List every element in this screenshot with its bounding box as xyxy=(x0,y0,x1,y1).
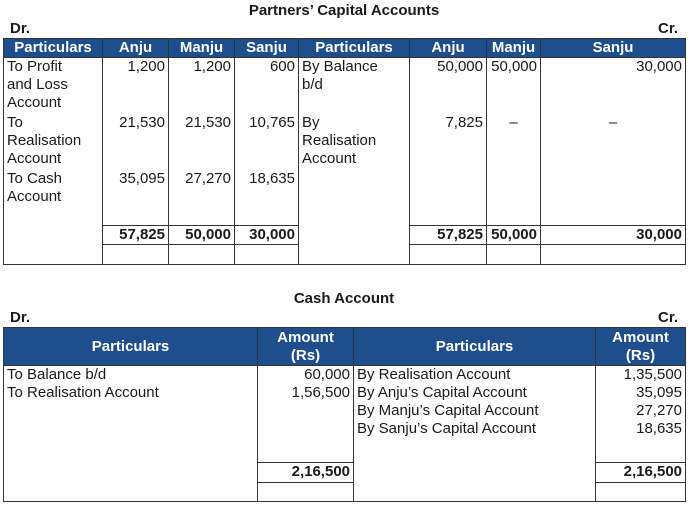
row-particulars-cr xyxy=(299,170,410,226)
header-amount-cr: Amount (Rs) xyxy=(596,328,686,366)
empty-cell xyxy=(4,402,258,420)
row-anju-dr: 21,530 xyxy=(103,114,169,170)
empty-cell xyxy=(487,245,541,265)
row-anju-cr: 7,825 xyxy=(410,114,487,170)
total-manju-dr: 50,000 xyxy=(169,226,235,245)
empty-cell xyxy=(258,438,354,462)
empty-cell xyxy=(4,245,103,265)
row-particulars-cr: By Realisation Account xyxy=(299,114,410,170)
debit-particulars: To Realisation Account xyxy=(4,384,258,402)
header-sanju-cr: Sanju xyxy=(541,39,686,58)
empty-cell xyxy=(235,245,299,265)
capital-blank-row xyxy=(4,245,686,265)
row-sanju-cr: 30,000 xyxy=(541,58,686,114)
row-manju-cr: – xyxy=(487,114,541,170)
row-particulars-dr: To Profit and Loss Account xyxy=(4,58,103,114)
empty-cell xyxy=(354,438,596,462)
table-row xyxy=(4,114,686,170)
row-manju-dr: 1,200 xyxy=(169,58,235,114)
row-manju-dr: 21,530 xyxy=(169,114,235,170)
header-particulars-cr: Particulars xyxy=(354,328,596,366)
empty-cell xyxy=(169,245,235,265)
cash-account-table xyxy=(3,327,686,502)
empty-cell xyxy=(4,438,258,462)
row-sanju-cr xyxy=(541,170,686,226)
empty-cell xyxy=(541,245,686,265)
header-particulars-dr: Particulars xyxy=(4,39,103,58)
header-sanju-dr: Sanju xyxy=(235,39,299,58)
empty-cell xyxy=(258,482,354,501)
total-manju-cr: 50,000 xyxy=(487,226,541,245)
row-manju-dr: 27,270 xyxy=(169,170,235,226)
empty-cell xyxy=(4,420,258,438)
row-particulars-dr: To Cash Account xyxy=(4,170,103,226)
empty-cell xyxy=(4,462,258,482)
empty-cell xyxy=(596,482,686,501)
empty-cell xyxy=(354,462,596,482)
table-row xyxy=(4,402,686,420)
table-row xyxy=(4,366,686,385)
row-sanju-dr: 18,635 xyxy=(235,170,299,226)
cash-header-row xyxy=(4,328,686,366)
capital-accounts-table xyxy=(3,38,686,265)
row-anju-dr: 1,200 xyxy=(103,58,169,114)
debit-particulars: To Balance b/d xyxy=(4,366,258,385)
header-amount-dr: Amount (Rs) xyxy=(258,328,354,366)
header-anju-cr: Anju xyxy=(410,39,487,58)
header-manju-dr: Manju xyxy=(169,39,235,58)
total-sanju-dr: 30,000 xyxy=(235,226,299,245)
cash-blank-row xyxy=(4,482,686,501)
row-sanju-dr: 600 xyxy=(235,58,299,114)
empty-cell xyxy=(258,402,354,420)
row-sanju-dr: 10,765 xyxy=(235,114,299,170)
total-anju-dr: 57,825 xyxy=(103,226,169,245)
cash-cr-label: Cr. xyxy=(657,309,678,326)
total-sanju-cr: 30,000 xyxy=(541,226,686,245)
capital-accounts-title: Partners’ Capital Accounts xyxy=(248,2,440,19)
empty-cell xyxy=(103,245,169,265)
credit-particulars: By Sanju’s Capital Account xyxy=(354,420,596,438)
capital-totals-row xyxy=(4,226,686,245)
credit-amount: 27,270 xyxy=(596,402,686,420)
table-row xyxy=(4,384,686,402)
credit-amount: 1,35,500 xyxy=(596,366,686,385)
header-manju-cr: Manju xyxy=(487,39,541,58)
empty-cell xyxy=(258,420,354,438)
empty-cell xyxy=(299,226,410,245)
spacer-row xyxy=(4,438,686,462)
row-manju-cr: 50,000 xyxy=(487,58,541,114)
capital-dr-label: Dr. xyxy=(10,20,31,37)
cash-totals-row xyxy=(4,462,686,482)
cash-account-title: Cash Account xyxy=(293,290,395,307)
table-row xyxy=(4,420,686,438)
table-row xyxy=(4,58,686,114)
empty-cell xyxy=(299,245,410,265)
row-sanju-cr: – xyxy=(541,114,686,170)
total-debit: 2,16,500 xyxy=(258,462,354,482)
row-anju-dr: 35,095 xyxy=(103,170,169,226)
row-anju-cr: 50,000 xyxy=(410,58,487,114)
table-row xyxy=(4,170,686,226)
header-particulars-dr: Particulars xyxy=(4,328,258,366)
row-manju-cr xyxy=(487,170,541,226)
total-anju-cr: 57,825 xyxy=(410,226,487,245)
header-anju-dr: Anju xyxy=(103,39,169,58)
row-particulars-dr: To Realisation Account xyxy=(4,114,103,170)
empty-cell xyxy=(4,482,258,501)
credit-particulars: By Realisation Account xyxy=(354,366,596,385)
empty-cell xyxy=(596,438,686,462)
capital-header-row xyxy=(4,39,686,58)
header-particulars-cr: Particulars xyxy=(299,39,410,58)
empty-cell xyxy=(410,245,487,265)
empty-cell xyxy=(354,482,596,501)
credit-particulars: By Anju’s Capital Account xyxy=(354,384,596,402)
debit-amount: 1,56,500 xyxy=(258,384,354,402)
cash-dr-label: Dr. xyxy=(10,309,31,326)
total-credit: 2,16,500 xyxy=(596,462,686,482)
credit-amount: 18,635 xyxy=(596,420,686,438)
debit-amount: 60,000 xyxy=(258,366,354,385)
row-anju-cr xyxy=(410,170,487,226)
empty-cell xyxy=(4,226,103,245)
capital-cr-label: Cr. xyxy=(657,20,678,37)
credit-amount: 35,095 xyxy=(596,384,686,402)
credit-particulars: By Manju’s Capital Account xyxy=(354,402,596,420)
row-particulars-cr: By Balance b/d xyxy=(299,58,410,114)
